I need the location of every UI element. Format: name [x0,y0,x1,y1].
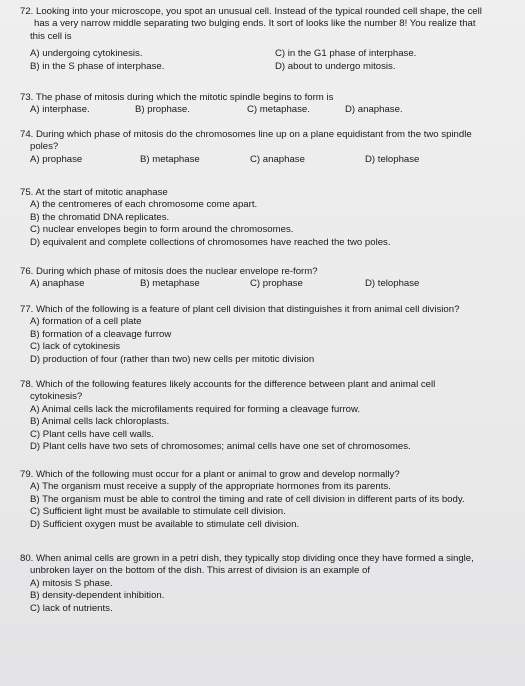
answer-option[interactable]: B) in the S phase of interphase. [30,60,165,72]
answer-option[interactable]: D) about to undergo mitosis. [275,60,396,72]
answer-option[interactable]: A) the centromeres of each chromosome come apart. [30,199,258,211]
answer-option[interactable]: B) metaphase [140,278,200,290]
answer-option[interactable]: A) mitosis S phase. [30,577,113,589]
answer-option[interactable]: B) Animal cells lack chloroplasts. [30,416,170,428]
question-text: has a very narrow middle separating two bulging ends. It sort of looks like the number 8! You realize that [34,18,476,30]
answer-option[interactable]: A) undergoing cytokinesis. [30,48,143,60]
answer-option[interactable]: A) The organism must receive a supply of the appropriate hormones from its parents. [30,481,391,493]
answer-option[interactable]: A) anaphase [30,278,85,290]
answer-option[interactable]: A) prophase [30,153,83,165]
answer-option[interactable]: C) in the G1 phase of interphase. [275,48,417,60]
answer-option[interactable]: A) interphase. [30,104,90,116]
answer-option[interactable]: D) production of four (rather than two) new cells per mitotic division [30,353,315,365]
question-78 [20,379,517,453]
question-77 [20,304,517,366]
answer-option[interactable]: C) anaphase [250,153,305,165]
question-text: 79. Which of the following must occur for a plant or animal to grow and develop normally? [20,469,400,480]
question-73 [20,92,517,117]
answer-option[interactable]: B) The organism must be able to control the timing and rate of cell division in different parts of its body. [30,493,465,505]
answer-option[interactable]: B) the chromatid DNA replicates. [30,211,170,223]
question-text: 72. Looking into your microscope, you spot an unusual cell. Instead of the typical rounded cell shape, the cell [20,6,482,17]
answer-option[interactable]: D) telophase [365,278,420,290]
answer-option[interactable]: D) equivalent and complete collections of chromosomes have reached the two poles. [30,236,391,248]
question-72 [20,6,517,73]
answer-option[interactable]: D) Plant cells have two sets of chromosomes; animal cells have one set of chromosomes. [30,441,411,453]
question-text: 73. The phase of mitosis during which the mitotic spindle begins to form is [20,92,334,103]
answer-option[interactable]: B) formation of a cleavage furrow [30,328,172,340]
answer-option[interactable]: D) telophase [365,153,420,165]
answer-option[interactable]: C) Plant cells have cell walls. [30,428,154,440]
question-text: cytokinesis? [30,391,83,403]
question-79 [20,469,517,531]
answer-option[interactable]: A) formation of a cell plate [30,316,142,328]
question-text: 76. During which phase of mitosis does the nuclear envelope re-form? [20,266,318,277]
answer-option[interactable]: D) Sufficient oxygen must be available to stimulate cell division. [30,518,300,530]
question-text: unbroken layer on the bottom of the dish. This arrest of division is an example of [30,565,371,577]
question-text: 78. Which of the following features likely accounts for the difference between plant and animal cell [20,379,436,390]
question-76 [20,266,517,291]
question-text: this cell is [30,30,72,42]
answer-option[interactable]: C) prophase [250,278,303,290]
answer-option[interactable]: B) metaphase [140,153,200,165]
question-text: poles? [30,141,59,153]
question-text: 77. Which of the following is a feature of plant cell division that distinguishes it from animal cell division? [20,304,460,315]
question-75 [20,187,517,249]
answer-option[interactable]: C) metaphase. [247,104,310,116]
question-74 [20,129,517,166]
question-text: 74. During which phase of mitosis do the chromosomes line up on a plane equidistant from the two spindle [20,129,472,140]
answer-option[interactable]: D) anaphase. [345,104,403,116]
question-text: 80. When animal cells are grown in a petri dish, they typically stop dividing once they have formed a single, [20,553,474,564]
answer-option[interactable]: C) lack of cytokinesis [30,341,121,353]
question-text: 75. At the start of mitotic anaphase [20,187,168,198]
answer-option[interactable]: C) lack of nutrients. [30,602,113,614]
answer-option[interactable]: C) nuclear envelopes begin to form around the chromosomes. [30,224,294,236]
answer-option[interactable]: C) Sufficient light must be available to stimulate cell division. [30,506,286,518]
answer-option[interactable]: B) prophase. [135,104,190,116]
answer-option[interactable]: A) Animal cells lack the microfilaments required for forming a cleavage furrow. [30,403,361,415]
question-80 [20,553,517,615]
answer-option[interactable]: B) density-dependent inhibition. [30,590,165,602]
